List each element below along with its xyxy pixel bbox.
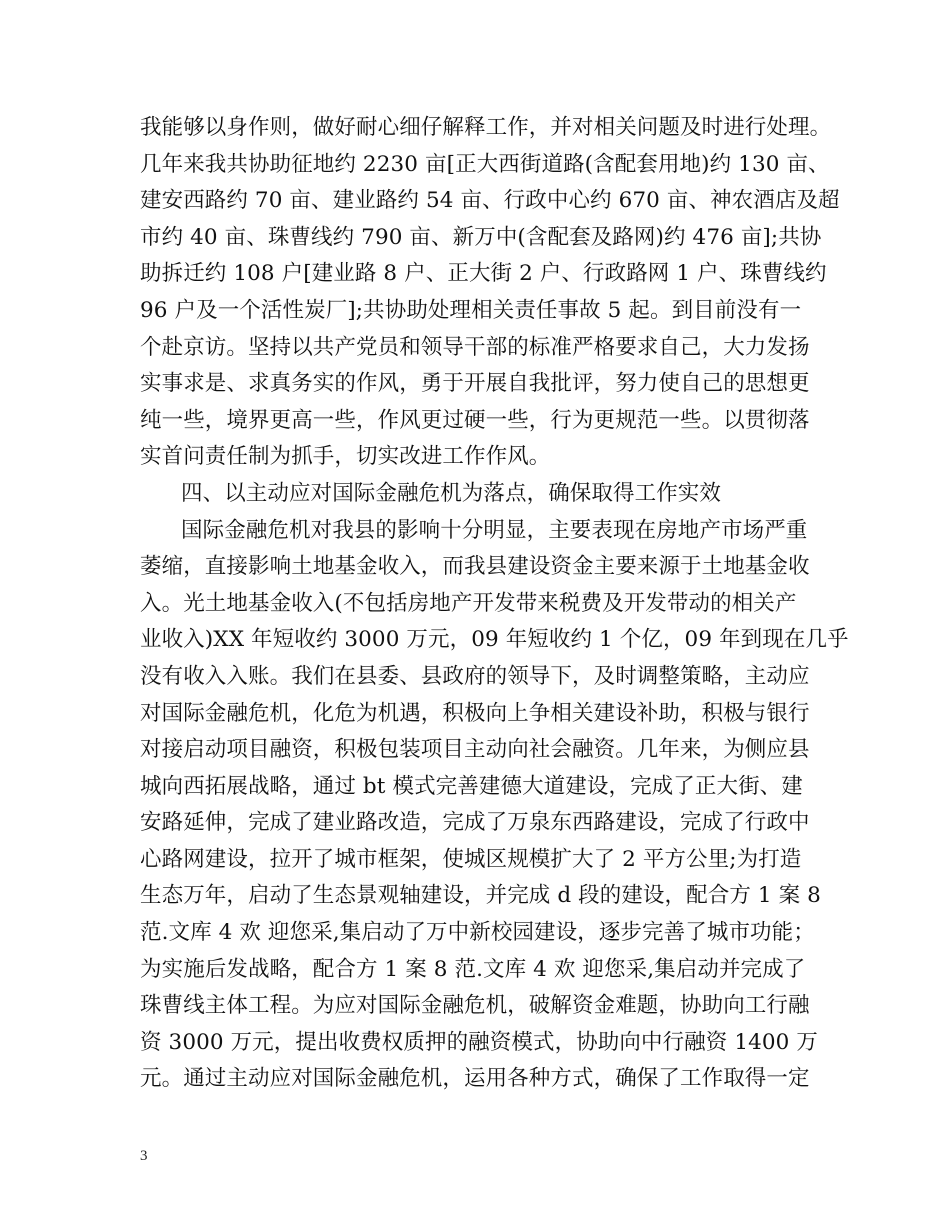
text-line: 业收入)XX 年短收约 3000 万元，09 年短收约 1 个亿，09 年到现在几乎 <box>140 627 849 653</box>
text-line: 建安西路约 70 亩、建业路约 54 亩、行政中心约 670 亩、神农酒店及超 <box>140 188 840 214</box>
page-number: 3 <box>140 1148 148 1164</box>
text-line: 范.文库 4 欢 迎您采,集启动了万中新校园建设，逐步完善了城市功能； <box>140 920 815 946</box>
text-line: 城向西拓展战略，通过 bt 模式完善建德大道建设，完成了正大街、建 <box>140 773 803 799</box>
body-text <box>140 110 849 1098</box>
text-line: 没有收入入账。我们在县委、县政府的领导下，及时调整策略，主动应 <box>140 663 810 689</box>
text-line: 助拆迁约 108 户[建业路 8 户、正大街 2 户、行政路网 1 户、珠曹线约 <box>140 261 827 287</box>
text-line: 个赴京访。坚持以共产党员和领导干部的标准严格要求自己，大力发扬 <box>140 334 810 360</box>
text-line: 生态万年，启动了生态景观轴建设，并完成 d 段的建设，配合方 1 案 8 <box>140 883 821 909</box>
text-line: 96 户及一个活性炭厂];共协助处理相关责任事故 5 起。到目前没有一 <box>140 297 802 323</box>
text-line: 实事求是、求真务实的作风，勇于开展自我批评，努力使自己的思想更 <box>140 371 810 397</box>
text-line: 珠曹线主体工程。为应对国际金融危机，破解资金难题，协助向工行融 <box>140 993 810 1019</box>
text-line: 资 3000 万元，提出收费权质押的融资模式，协助向中行融资 1400 万 <box>140 1029 818 1055</box>
text-line: 萎缩，直接影响土地基金收入，而我县建设资金主要来源于土地基金收 <box>140 554 810 580</box>
text-line: 心路网建设，拉开了城市框架，使城区规模扩大了 2 平方公里;为打造 <box>140 846 802 872</box>
text-line: 实首问责任制为抓手，切实改进工作作风。 <box>140 444 551 470</box>
text-line: 对接启动项目融资，积极包装项目主动向社会融资。几年来，为侧应县 <box>140 737 810 763</box>
text-line: 安路延伸，完成了建业路改造，完成了万泉东西路建设，完成了行政中 <box>140 810 810 836</box>
text-line: 我能够以身作则，做好耐心细仔解释工作，并对相关问题及时进行处理。 <box>140 115 832 140</box>
text-line: 纯一些，境界更高一些，作风更过硬一些，行为更规范一些。以贯彻落 <box>140 407 810 433</box>
paragraph-first-line: 国际金融危机对我县的影响十分明显，主要表现在房地产市场严重 <box>181 517 808 543</box>
text-line: 对国际金融危机，化危为机遇，积极向上争相关建设补助，积极与银行 <box>140 700 810 726</box>
section-heading: 四、以主动应对国际金融危机为落点，确保取得工作实效 <box>181 480 722 506</box>
text-line: 几年来我共协助征地约 2230 亩[正大西街道路(含配套用地)约 130 亩、 <box>140 151 830 177</box>
text-line: 市约 40 亩、珠曹线约 790 亩、新万中(含配套及路网)约 476 亩];共协 <box>140 224 822 250</box>
text-line: 入。光土地基金收入(不包括房地产开发带来税费及开发带动的相关产 <box>140 590 797 616</box>
text-line: 为实施后发战略，配合方 1 案 8 范.文库 4 欢 迎您采,集启动并完成了 <box>140 956 806 982</box>
text-line: 元。通过主动应对国际金融危机，运用各种方式，确保了工作取得一定 <box>140 1066 810 1092</box>
